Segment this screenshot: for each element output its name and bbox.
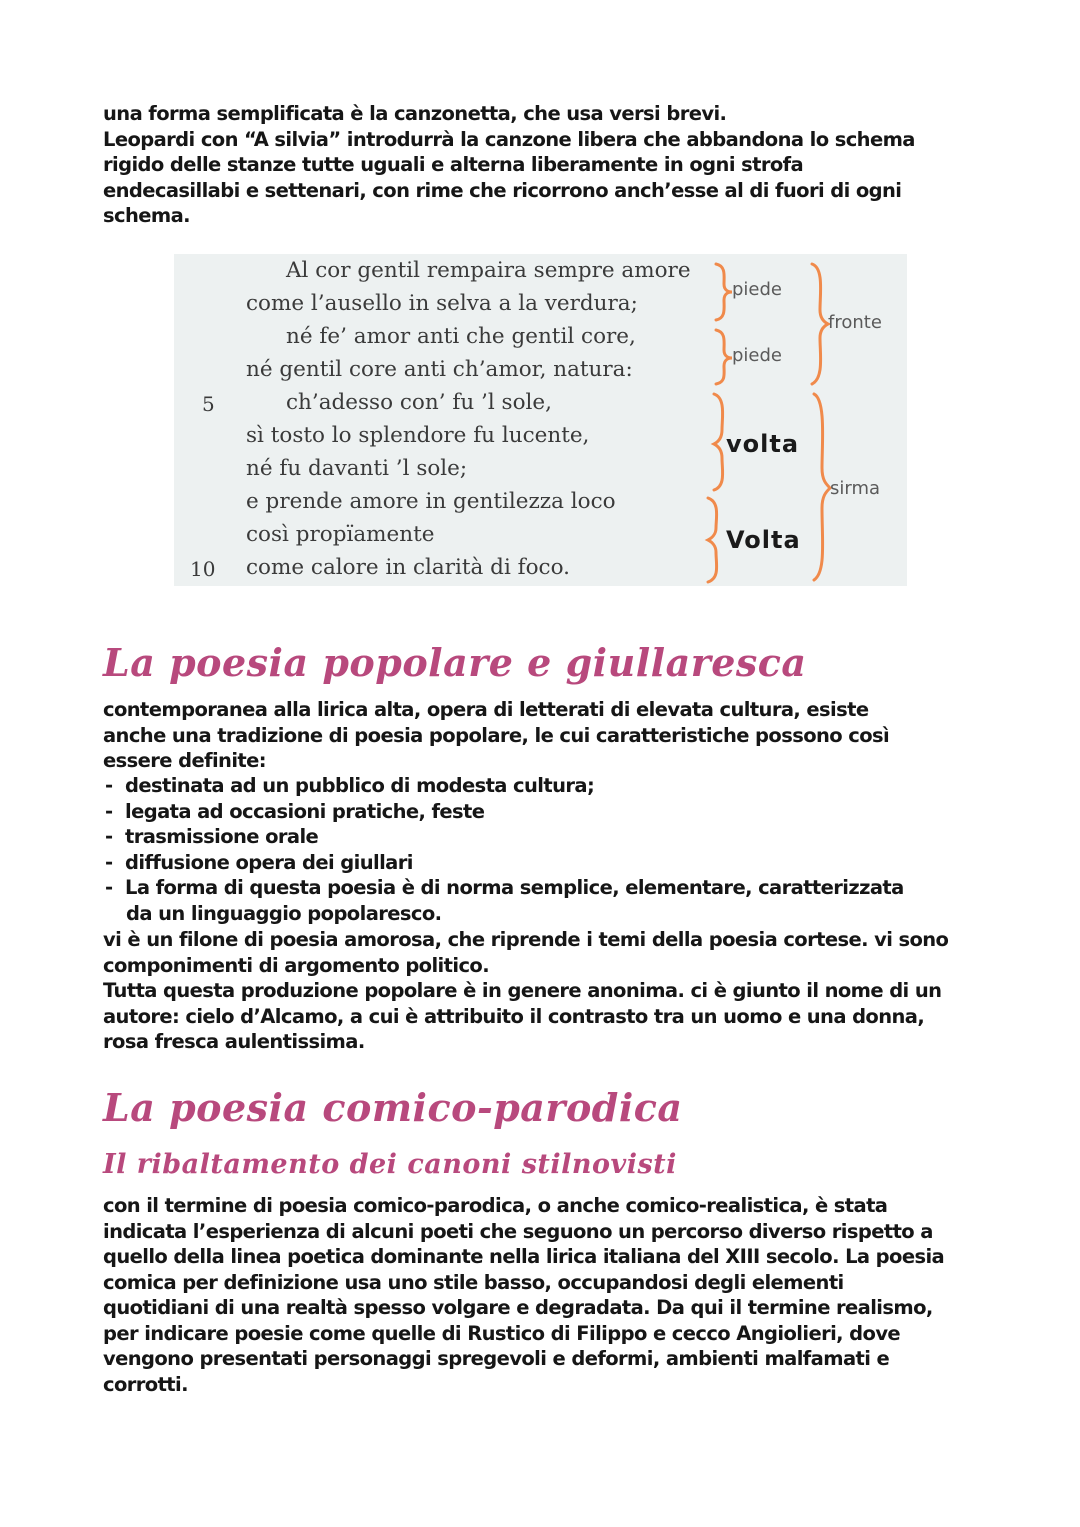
poem-verse: né gentil core anti ch’amor, natura: xyxy=(246,357,633,382)
label-piede-1: piede xyxy=(732,279,783,300)
comico-paragraph xyxy=(103,1193,983,1397)
poem-verse: né fe’ amor anti che gentil core, xyxy=(286,324,636,349)
section-title-popolare: La poesia popolare e giullaresca xyxy=(103,640,807,685)
poem-verse: così propïamente xyxy=(246,522,435,547)
brace-volta-1 xyxy=(714,394,723,490)
verse-number: 10 xyxy=(190,557,216,581)
comico-line: per indicare poesie come quelle di Rustico di Filippo e cecco Angiolieri, dove xyxy=(103,1321,901,1345)
poem-verse: né fu davanti ’l sole; xyxy=(246,456,468,481)
popolare-outro-line: rosa fresca aulentissima. xyxy=(103,1030,365,1053)
poem-verse: ch’adesso con’ fu ’l sole, xyxy=(286,390,552,415)
popolare-outro-line: Tutta questa produzione popolare è in genere anonima. ci è giunto il nome di un xyxy=(103,979,942,1002)
section-title-comico: La poesia comico-parodica xyxy=(103,1085,683,1130)
brace-piede-2 xyxy=(716,330,732,384)
label-volta-1: volta xyxy=(726,430,800,458)
popolare-intro-line: contemporanea alla lirica alta, opera di letterati di elevata cultura, esiste xyxy=(103,698,869,721)
poem-verse: e prende amore in gentilezza loco xyxy=(246,489,616,514)
popolare-bullet-list xyxy=(103,773,983,901)
comico-line: corrotti. xyxy=(103,1372,188,1396)
list-item: - La forma di questa poesia è di norma semplice, elementare, caratterizzata xyxy=(103,875,983,901)
label-fronte: fronte xyxy=(828,312,882,333)
brace-sirma xyxy=(814,394,830,580)
popolare-outro xyxy=(103,927,983,1055)
comico-line: quello della linea poetica dominante nella lirica italiana del XIII secolo. La poesia xyxy=(103,1245,945,1268)
section-subtitle-comico: Il ribaltamento dei canoni stilnovisti xyxy=(103,1149,677,1180)
list-item: - diffusione opera dei giullari xyxy=(103,850,983,876)
intro-line: rigido delle stanze tutte uguali e alterna liberamente in ogni strofa xyxy=(103,153,804,176)
comico-line: indicata l’esperienza di alcuni poeti che seguono un percorso diverso rispetto a xyxy=(103,1219,933,1243)
brace-fronte xyxy=(812,264,828,384)
comico-line: vengono presentati personaggi spregevoli e deformi, ambienti malfamati e xyxy=(103,1347,890,1370)
list-item: - legata ad occasioni pratiche, feste xyxy=(103,799,983,825)
poem-verse: sì tosto lo splendore fu lucente, xyxy=(246,423,590,448)
poem-verse: come calore in clarità di foco. xyxy=(246,555,571,580)
bullet-continuation xyxy=(126,901,976,927)
popolare-intro-line: anche una tradizione di poesia popolare, le cui caratteristiche possono così xyxy=(103,723,890,747)
label-piede-2: piede xyxy=(732,345,783,366)
brace-piede-1 xyxy=(716,264,732,320)
poem-verse: come l’ausello in selva a la verdura; xyxy=(246,291,638,316)
poem-figure xyxy=(174,254,907,586)
bullet-continuation-line: da un linguaggio popolaresco. xyxy=(126,902,442,925)
poem-verse: Al cor gentil rempaira sempre amore xyxy=(286,258,691,283)
intro-paragraph xyxy=(103,101,983,229)
verse-number: 5 xyxy=(202,392,215,416)
comico-line: con il termine di poesia comico-parodica, o anche comico-realistica, è stata xyxy=(103,1194,888,1217)
intro-line: schema. xyxy=(103,204,190,227)
popolare-outro-line: vi è un filone di poesia amorosa, che riprende i temi della poesia cortese. vi sono xyxy=(103,928,949,951)
intro-line: Leopardi con “A silvia” introdurrà la canzone libera che abbandona lo schema xyxy=(103,127,915,151)
label-sirma: sirma xyxy=(830,478,881,499)
list-item: - trasmissione orale xyxy=(103,824,983,850)
list-item: - destinata ad un pubblico di modesta cultura; xyxy=(103,773,983,799)
intro-line: endecasillabi e settenari, con rime che ricorrono anch’esse al di fuori di ogni xyxy=(103,178,902,202)
comico-line: quotidiani di una realtà spesso volgare e degradata. Da qui il termine realismo, xyxy=(103,1296,933,1319)
popolare-outro-line: componimenti di argomento politico. xyxy=(103,953,490,977)
intro-line: una forma semplificata è la canzonetta, che usa versi brevi. xyxy=(103,102,727,125)
popolare-intro-line: essere definite: xyxy=(103,749,266,772)
popolare-intro xyxy=(103,697,983,774)
comico-line: comica per definizione usa uno stile basso, occupandosi degli elementi xyxy=(103,1270,844,1294)
popolare-outro-line: autore: cielo d’Alcamo, a cui è attribuito il contrasto tra un uomo e una donna, xyxy=(103,1004,925,1028)
label-volta-2: Volta xyxy=(726,526,801,554)
brace-volta-2 xyxy=(708,498,717,582)
